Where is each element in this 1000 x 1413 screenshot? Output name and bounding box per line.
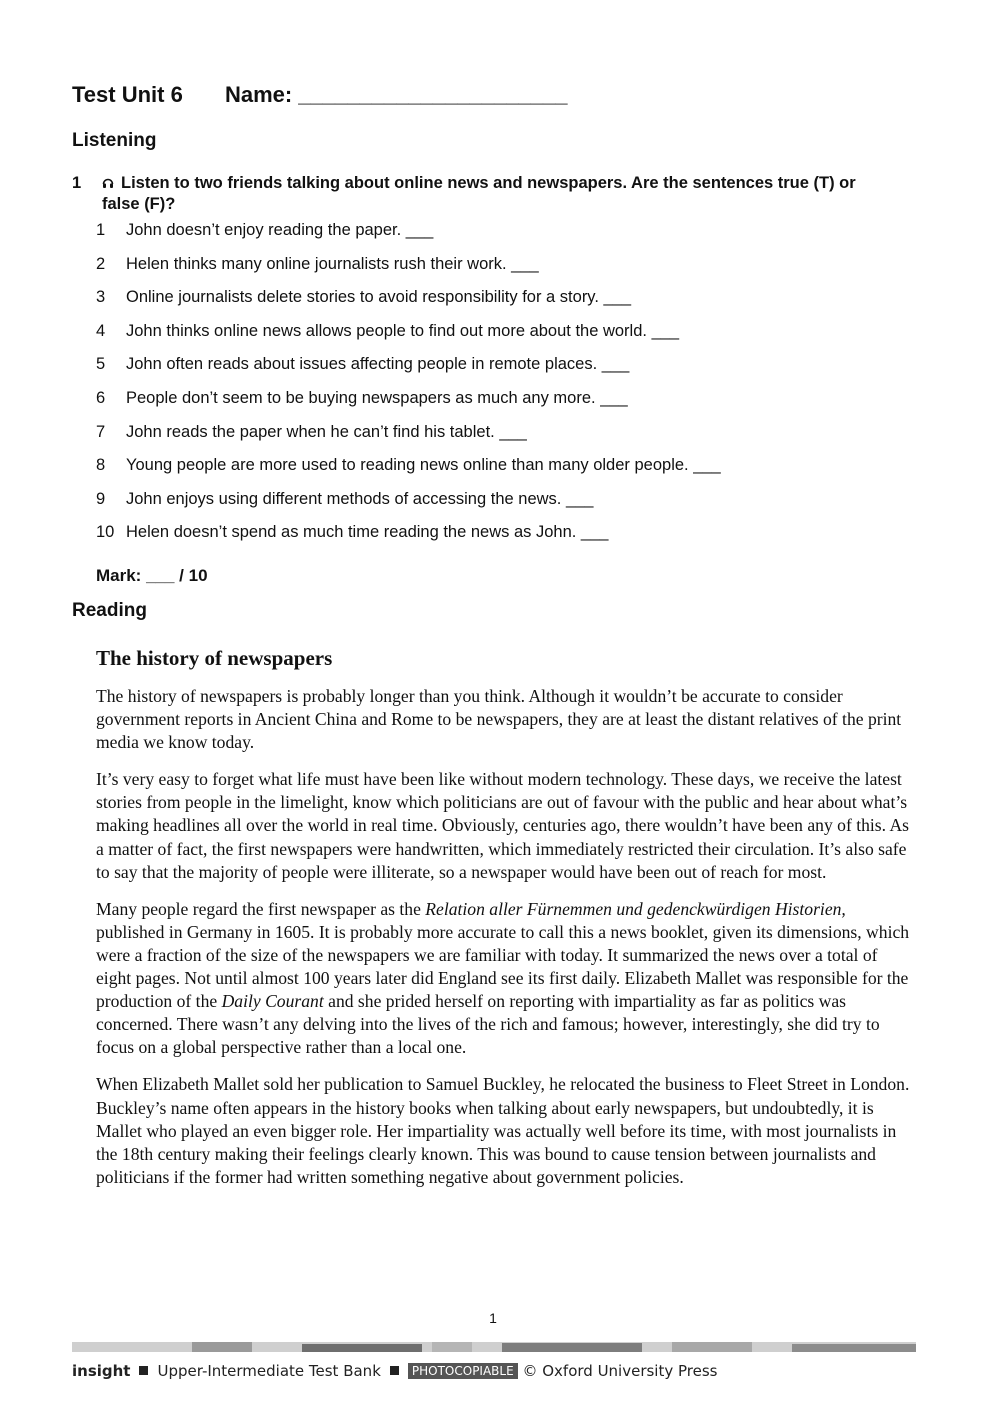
list-item[interactable]: 3 Online journalists delete stories to avoid responsibility for a story. ___ (96, 288, 632, 307)
square-bullet-icon (390, 1366, 399, 1375)
publication-title: Daily Courant (221, 991, 324, 1012)
page-number: 1 (489, 1310, 497, 1326)
list-item[interactable]: 7 John reads the paper when he can’t find his tablet. ___ (96, 422, 527, 441)
article-paragraph: When Elizabeth Mallet sold her publication to Samuel Buckley, he relocated the business to Fleet Street in London. Buckley’s name often appears in the history books when talking about early newspapers, but undoubtedly, it is Mallet who played an even bigger role. Her impartiality was actually well before its time, with most journalists in the 18th century making their feelings clearly known. This was bound to cause tension between journalists and politicians if the former had written something negative about government policies. (96, 1074, 910, 1187)
article-paragraph: Many people regard the first newspaper as the Relation aller Fürnemmen und gedenckwürdigen Historien, published in Germany in 1605. It is probably more accurate to call this a news booklet, given its dimensions, which were a fraction of the size of the newspapers we are familiar with today. It summarized the news over a total of eight pages. Not until almost 100 years later did England see its first daily. Elizabeth Mallet was responsible for the production of the Daily Courant and she prided herself on reporting with impartiality as far as politics was concerned. There wasn’t any delving into the lives of the rich and famous; however, interestingly, she did try to focus on a global perspective rather than a local one. (96, 898, 910, 1058)
test-title: Test Unit 6 (72, 82, 183, 107)
listening-question (72, 173, 872, 215)
list-item[interactable]: 6 People don’t seem to be buying newspapers as much any more. ___ (96, 388, 628, 407)
photocopiable-badge: PHOTOCOPIABLE (408, 1363, 518, 1379)
test-header (72, 82, 568, 108)
publication-title: Relation aller Fürnemmen und gedenckwürdigen Historien, (425, 898, 846, 919)
brand-logo: insight (72, 1362, 131, 1380)
list-item[interactable]: 5 John often reads about issues affecting people in remote places. ___ (96, 355, 630, 374)
list-item[interactable]: 1 John doesn’t enjoy reading the paper. ___ (96, 221, 434, 239)
list-item[interactable]: 2 Helen thinks many online journalists rush their work. ___ (96, 254, 539, 273)
question-instruction: Listen to two friends talking about online news and newspapers. Are the sentences true (T) or false (F)? (102, 174, 856, 213)
article-title: The history of newspapers (96, 646, 333, 670)
reading-article (96, 645, 911, 1203)
publisher: © Oxford University Press (522, 1362, 718, 1380)
reading-heading: Reading (72, 600, 147, 621)
decorative-footer-band (72, 1342, 916, 1352)
headphones-icon (102, 177, 114, 189)
article-paragraph: The history of newspapers is probably longer than you think. Although it wouldn’t be accurate to consider government reports in Ancient China and Rome to be newspapers, they are at least the distant relatives of the print media we know today. (96, 686, 902, 753)
question-number: 1 (72, 174, 82, 192)
list-item[interactable]: 8 Young people are more used to reading news online than many older people. ___ (96, 456, 721, 475)
list-item[interactable]: 4 John thinks online news allows people to find out more about the world. ___ (96, 321, 680, 340)
book-title: Upper-Intermediate Test Bank (157, 1362, 381, 1380)
list-item[interactable]: 10 Helen doesn’t spend as much time reading the news as John. ___ (96, 523, 609, 542)
footer (72, 1362, 717, 1380)
listening-heading: Listening (72, 130, 157, 151)
list-item[interactable]: 9 John enjoys using different methods of accessing the news. ___ (96, 489, 594, 508)
mark-line (96, 566, 208, 586)
mark-label: Mark: (96, 566, 142, 585)
mark-value[interactable]: ___ / 10 (146, 566, 208, 585)
square-bullet-icon (139, 1366, 148, 1375)
statement-list (96, 219, 721, 555)
name-field-label[interactable]: Name: ______________________ (224, 82, 568, 107)
article-paragraph: It’s very easy to forget what life must have been like without modern technology. These days, we receive the latest stories from people in the limelight, know which politicians are out of favour with the public and hear about what’s making headlines all over the world in real time. Obviously, centuries ago, there wouldn’t have been any of this. As a matter of fact, the first newspapers were handwritten, which immediately restricted their circulation. It’s also safe to say that the majority of people were illiterate, so a newspaper would have been out of reach for most. (96, 769, 910, 882)
